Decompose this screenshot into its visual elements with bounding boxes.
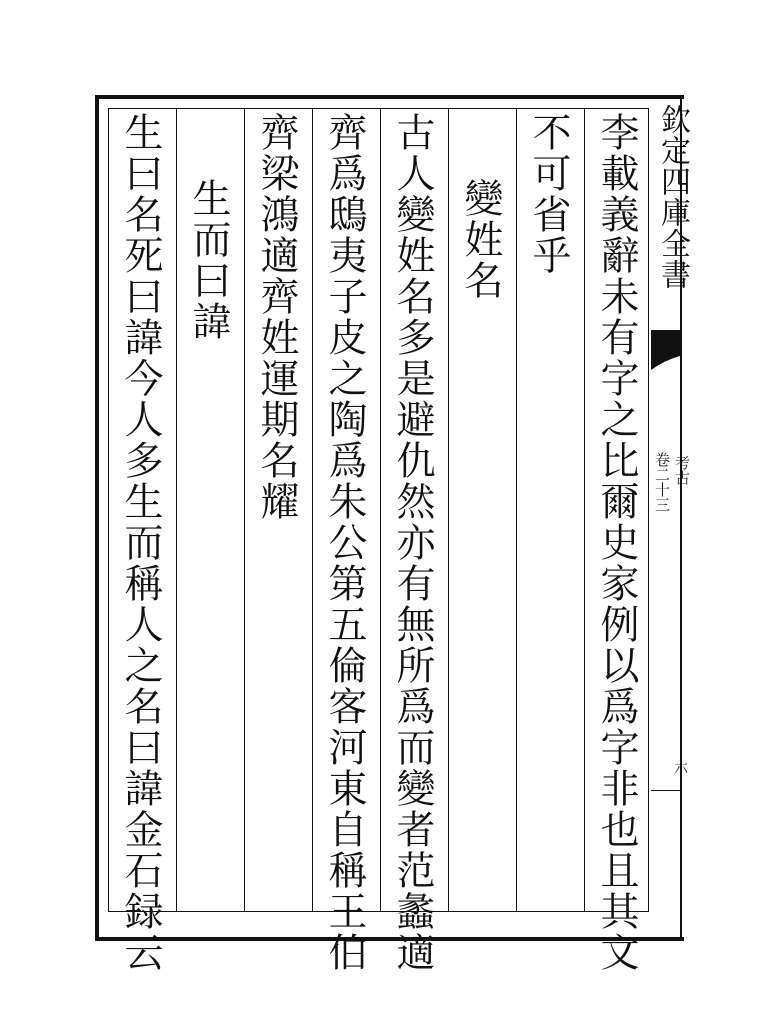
text-column-5: 齊爲鴟夷子皮之陶爲朱公第五倫客河東自稱王伯: [322, 112, 367, 973]
column-rule: [516, 108, 517, 912]
text-column-6: 齊梁鴻適齊姓運期名耀: [254, 112, 299, 522]
text-column-2: 不可省乎: [526, 112, 571, 276]
work-title: 考古: [673, 455, 691, 485]
book-title: 欽定四庫全書: [655, 104, 690, 290]
column-rule: [380, 108, 381, 912]
text-column-heading: 生而曰諱: [186, 178, 231, 342]
strip-divider: [651, 790, 680, 791]
column-rule: [448, 108, 449, 912]
text-column-8: 生曰名死曰諱今人多生而稱人之名曰諱金石録云: [118, 112, 163, 973]
column-rule: [312, 108, 313, 912]
folio-number: 六: [672, 760, 688, 774]
column-rule: [176, 108, 177, 912]
juan-number: 卷二十三: [653, 452, 671, 512]
fishtail-mark-icon: [651, 330, 680, 370]
column-rule: [584, 108, 585, 912]
text-column-4: 古人變姓名多是避仇然亦有無所爲而變者范蠡適: [390, 112, 435, 973]
column-rule: [244, 108, 245, 912]
text-column-heading: 變姓名: [458, 178, 503, 301]
text-column-1: 李載義辭未有字之比爾史家例以爲字非也且其文: [594, 112, 639, 973]
strip-edge: [680, 95, 682, 937]
